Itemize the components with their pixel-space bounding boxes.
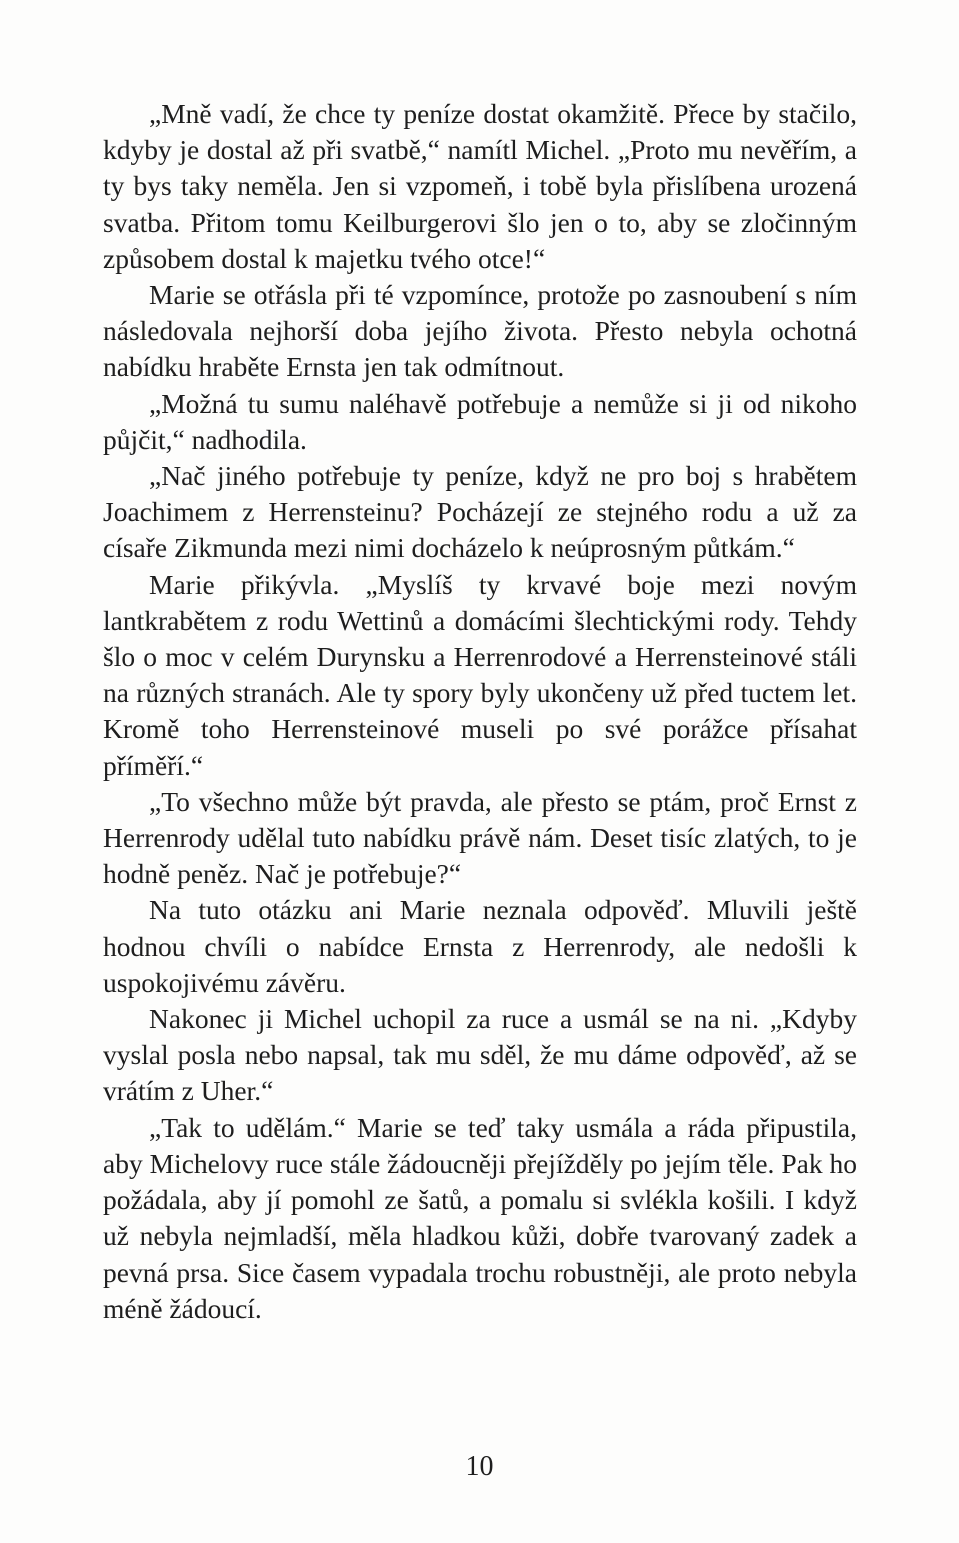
body-text [103,96,857,1327]
page-number: 10 [465,1451,494,1482]
paragraph-8: Nakonec ji Michel uchopil za ruce a usmál se na ni. „Kdyby vyslal posla nebo napsal, tak mu sděl, že mu dáme odpověď, až se vrátím z Uher.“ [103,1003,857,1107]
paragraph-4: „Nač jiného potřebuje ty peníze, když ne pro boj s hrabětem Joachimem z Herrensteinu? Pocházejí ze stejného rodu a už za císaře Zikmunda mezi nimi docházelo k neúprosným půtkám.“ [103,460,857,564]
paragraph-5: Marie přikývla. „Myslíš ty krvavé boje mezi novým lantkrabětem z rodu Wettinů a domácími šlechtickými rody. Tehdy šlo o moc v celém Durynsku a Herrenrodové a Herrensteinové stáli na různých stranách. Ale ty spory byly ukončeny už před tuctem let. Kromě toho Herrensteinové museli po své porážce přísahat příměří.“ [103,568,857,781]
paragraph-3: „Možná tu sumu naléhavě potřebuje a nemůže si ji od nikoho půjčit,“ nadhodila. [103,387,857,455]
paragraph-9: „Tak to udělám.“ Marie se teď taky usmála a ráda připustila, aby Michelovy ruce stále žádoucněji přejížděly po jejím těle. Pak ho požádala, aby jí pomohl ze šatů, a pomalu si svlékla košili. I když už nebyla nejmladší, měla hladkou kůži, dobře tvarovaný zadek a pevná prsa. Sice časem vypadala trochu robustněji, ale proto nebyla méně žádoucí. [103,1111,857,1324]
paragraph-2: Marie se otřásla při té vzpomínce, protože po zasnoubení s ním následovala nejhorší doba jejího života. Přesto nebyla ochotná nabídku hraběte Ernsta jen tak odmítnout. [103,279,857,383]
paragraph-7: Na tuto otázku ani Marie neznala odpověď. Mluvili ještě hodnou chvíli o nabídce Ernsta z Herrenrody, ale nedošli k uspokojivému závěru. [103,894,857,998]
paragraph-6: „To všechno může být pravda, ale přesto se ptám, proč Ernst z Herrenrody udělal tuto nabídku právě nám. Deset tisíc zlatých, to je hodně peněz. Nač je potřebuje?“ [103,785,857,890]
paragraph-1: „Mně vadí, že chce ty peníze dostat okamžitě. Přece by stačilo, kdyby je dostal až při svatbě,“ namítl Michel. „Proto mu nevěřím, a ty bys taky neměla. Jen si vzpomeň, i tobě byla přislíbena urozená svatba. Přitom tomu Keilburgerovi šlo jen o to, aby se zločinným způsobem dostal k majetku tvého otce!“ [103,98,857,274]
